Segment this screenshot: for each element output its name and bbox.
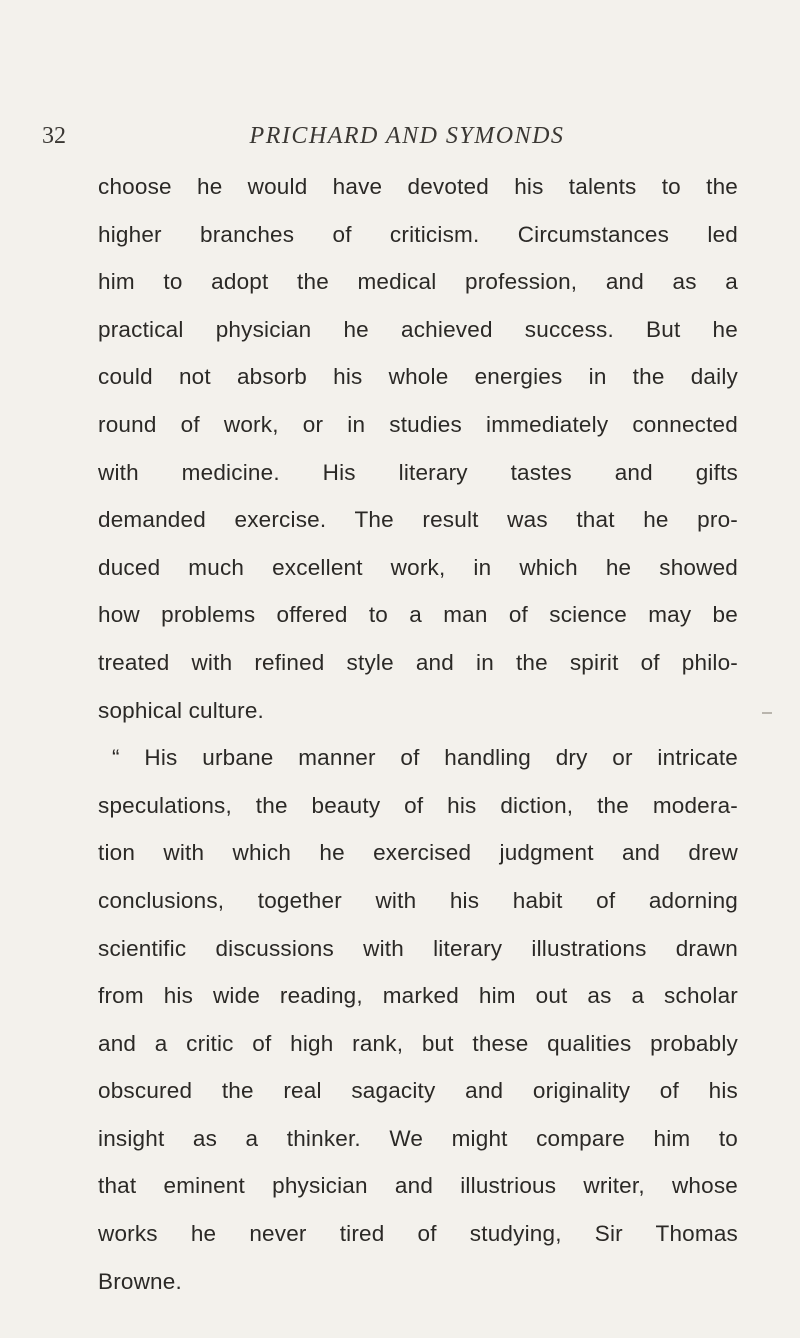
text-line: tion with which he exercised judgment and drew <box>98 840 738 866</box>
text-line: conclusions, together with his habit of adorning <box>98 887 738 913</box>
text-line: Browne. <box>98 1268 182 1294</box>
text-line: practical physician he achieved success. But he <box>98 316 738 342</box>
margin-mark <box>762 712 772 714</box>
text-line: treated with refined style and in the spirit of philo- <box>98 649 738 675</box>
page-number: 32 <box>42 123 66 149</box>
text-line: “ His urbane manner of handling dry or intricate <box>112 745 738 771</box>
text-line: him to adopt the medical profession, and as a <box>98 269 738 295</box>
text-line: speculations, the beauty of his diction, the modera- <box>98 792 738 818</box>
text-line: works he never tired of studying, Sir Thomas <box>98 1221 738 1247</box>
text-line: with medicine. His literary tastes and gifts <box>98 459 738 485</box>
text-line: round of work, or in studies immediately connected <box>98 411 738 437</box>
running-title: PRICHARD AND SYMONDS <box>249 123 565 149</box>
text-line: choose he would have devoted his talents to the <box>98 174 738 199</box>
text-line: that eminent physician and illustrious writer, whose <box>98 1173 738 1199</box>
text-line: duced much excellent work, in which he showed <box>98 554 738 580</box>
text-line: higher branches of criticism. Circumstances led <box>98 221 738 247</box>
text-line: how problems offered to a man of science may be <box>98 602 738 628</box>
text-line: sophical culture. <box>98 697 264 723</box>
text-line: could not absorb his whole energies in the daily <box>98 364 738 390</box>
text-line: obscured the real sagacity and originality of his <box>98 1078 738 1104</box>
text-line: scientific discussions with literary illustrations drawn <box>98 935 738 961</box>
text-line: from his wide reading, marked him out as a scholar <box>98 983 738 1009</box>
text-line: demanded exercise. The result was that he pro- <box>98 507 738 533</box>
body-text <box>98 163 738 1305</box>
text-line: and a critic of high rank, but these qualities probably <box>98 1030 738 1056</box>
text-line: insight as a thinker. We might compare him to <box>98 1125 738 1151</box>
page-header <box>42 118 732 154</box>
